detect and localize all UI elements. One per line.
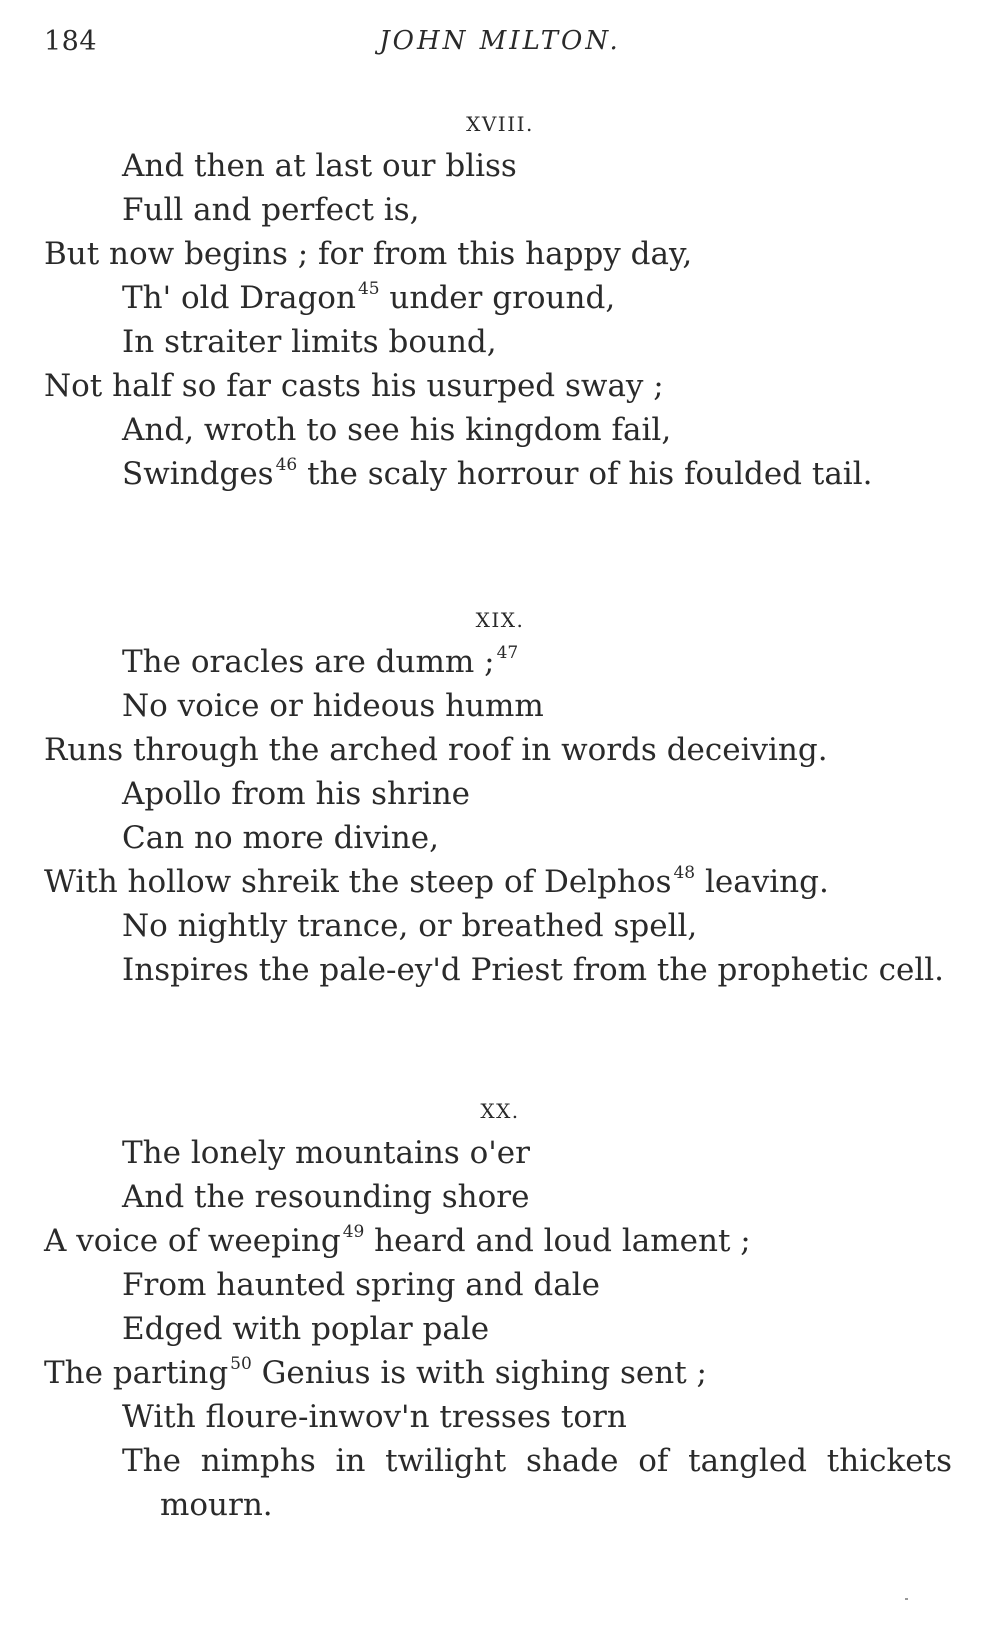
page-number: 184 — [44, 26, 98, 57]
verse-line: Can no more divine, — [122, 820, 439, 856]
verse-line: No voice or hideous humm — [122, 688, 544, 724]
footnote-ref: 50 — [230, 1354, 252, 1374]
verse-line: Th' old Dragon $^{45}$ under ground, — [122, 279, 616, 316]
running-head: JOHN MILTON. — [379, 26, 621, 56]
verse-line: Edged with poplar pale — [122, 1311, 490, 1347]
stanza-xx — [0, 1091, 1000, 1527]
stanza-xviii — [0, 104, 1000, 496]
verse-line-continuation: mourn. — [160, 1487, 273, 1523]
verse-line: A voice of weeping $^{49}$ heard and loud lament ; — [44, 1222, 751, 1259]
stanza-numeral: XVIII. — [466, 112, 534, 136]
verse-line: With floure-inwov'n tresses torn — [122, 1399, 627, 1435]
footnote-ref: 45 — [357, 279, 380, 299]
stanza-numeral: XX. — [480, 1099, 520, 1123]
verse-line: Swindges $^{46}$ the scaly horrour of his foulded tail. — [122, 455, 873, 492]
print-speck — [905, 1598, 908, 1600]
verse-line: And then at last our bliss — [122, 148, 517, 184]
stanza-xix — [0, 600, 1000, 992]
verse-line: The lonely mountains o'er — [122, 1135, 530, 1171]
verse-line: The parting $^{50}$ Genius is with sighing sent ; — [44, 1354, 707, 1391]
verse-line: Runs through the arched roof in words deceiving. — [44, 732, 828, 768]
verse-line: And the resounding shore — [122, 1179, 530, 1215]
verse-line: Inspires the pale-ey'd Priest from the prophetic cell. — [122, 952, 945, 988]
verse-line: With hollow shreik the steep of Delphos $^{48}$ leaving. — [44, 863, 829, 900]
verse-line: From haunted spring and dale — [122, 1267, 601, 1303]
verse-line: In straiter limits bound, — [122, 324, 497, 360]
verse-line: Not half so far casts his usurped sway ; — [44, 368, 664, 404]
stanza-numeral: XIX. — [475, 608, 525, 632]
footnote-ref: 47 — [496, 643, 519, 663]
verse-line: The oracles are dumm ; $^{47}$ — [122, 643, 519, 680]
verse-line: Apollo from his shrine — [122, 776, 471, 812]
footnote-ref: 48 — [673, 863, 696, 883]
verse-line: But now begins ; for from this happy day, — [44, 236, 693, 272]
footnote-ref: 46 — [275, 455, 298, 475]
verse-line: The nimphs in twilight shade of tangled thickets — [122, 1443, 952, 1479]
verse-line: No nightly trance, or breathed spell, — [122, 908, 698, 944]
verse-line: And, wroth to see his kingdom fail, — [122, 412, 672, 448]
footnote-ref: 49 — [342, 1222, 365, 1242]
page-header — [0, 22, 1000, 62]
verse-line: Full and perfect is, — [122, 192, 420, 228]
